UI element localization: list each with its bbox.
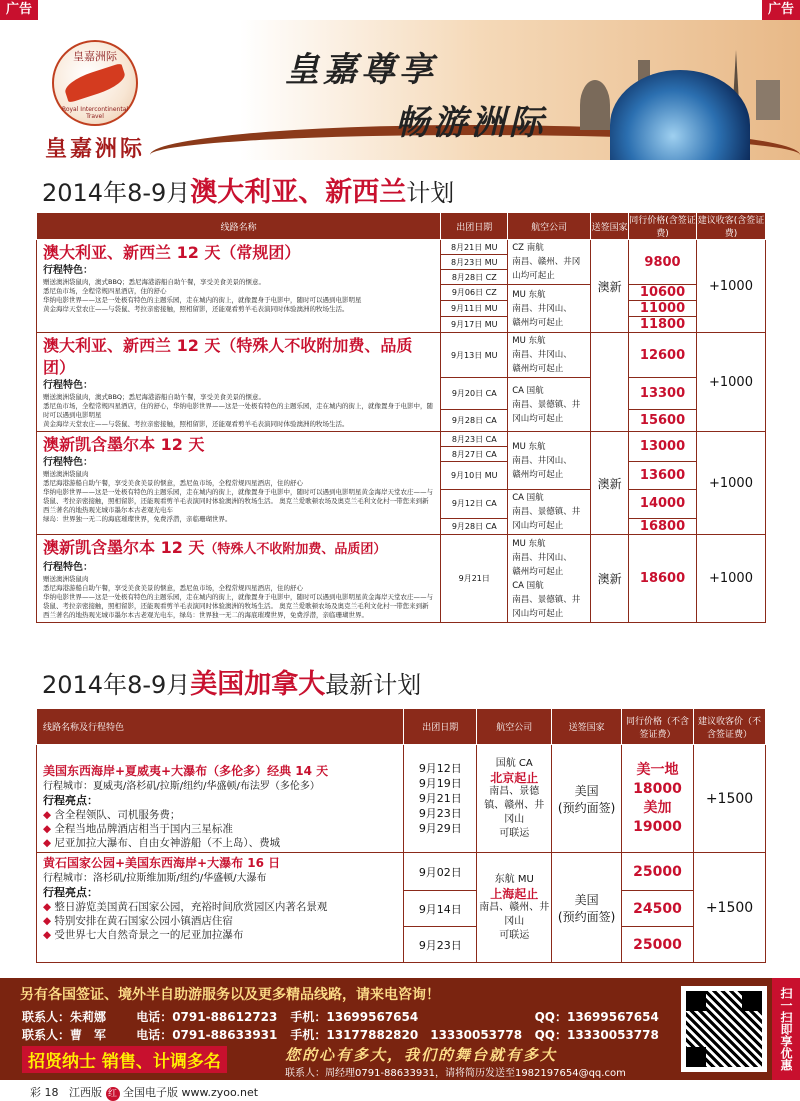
table-row: 黄石国家公园+美国东西海岸+大瀑布 16 日 行程城市：洛杉矶/拉斯维加斯/纽约/华盛顿/大瀑布 行程亮点： ◆ 整日游览美国黄石国家公园，充裕时间欣赏园区内著名景观 ◆ 特别安排在黄石国家公园小镇酒店住宿 ◆ 受世界七大自然奇景之一的尼亚加拉瀑布 9月02日 东航 MU 上海起止 南昌、赣州、井 冈山 可联运 美国 (预约面签) 25000 +1500 [37, 853, 766, 891]
usa-table: 线路名称及行程特色 出团日期 航空公司 送签国家 同行价格（不含签证费） 建议收客价（不含签证费） 美国东西海岸+夏威夷+大瀑布（多伦多）经典 14 天 行程城市：夏威夷/洛杉矶/拉斯/纽约/华盛顿/布法罗（多伦多） 行程亮点： ◆ 含全程领队、司机服务费； ◆ 全程当地品牌酒店相当于国内三星标准 ◆ 尼亚加拉大瀑布、自由女神游船（不上岛）、费城 9月12日 9月19日 9月21日 9月23日 9月29日 国航 CA 北京起止 南昌、景德 镇、赣州、井 冈山 可联运 美国 (预约面签) 美一地 18000 美加 19000 +1500 黄石国家公园+美国东西海岸+大瀑布 16 日 行程城市：洛杉矶/拉斯维加斯/纽约/华盛顿/大瀑布 行程亮点： ◆ 整日游览美国黄石国家公园，充裕时间欣赏园区内著名景观 ◆ 特别安排在黄石国家公园小镇酒店住宿 ◆ 受世界七大自然奇景之一的尼亚加拉瀑布 9月02日 东航 MU 上海起止 南昌、赣州、井 冈山 可联运 美国 (预约面签) 25000 +1500 9月14日 24500 9月23日 25000 [36, 708, 766, 963]
feature-item: 华纳电影世界——这是一处极有特色的主题乐园，走在城内的街上，就像置身于电影中，随时可以遇到电影明星黄金海岸天堂农庄——与袋鼠、考拉亲密接触，照相留影，还能观看剪羊毛表演同时体验澳洲的牧场生活。 奥克兰爱歌顿农场及奥克兰毛利文化村一带您来到新西兰著名的地热观光城市墨尔本古老观光电车 [43, 488, 433, 514]
qr-code-icon [686, 991, 762, 1067]
australia-table: 线路名称 出团日期 航空公司 送签国家 同行价格(含签证费) 建议收客(含签证费) 澳大利亚、新西兰 12 天（常规团） 行程特色： 赠送澳洲袋鼠肉，澳式BBQ；悉尼海港游船自助午餐，享受美食美景的惬意。 悉尼鱼市场，全程常规四星酒店，住的舒心 华纳电影世界——这是一处极有特色的主题乐园，走在城内的街上，就像置身于电影中，随时可以遇到电影明星 黄金海岸天堂农庄——与袋鼠、考拉亲密接触，照相留影，还能观看剪羊毛表演同时体验澳洲的牧场生活。 8月21日 MU CZ 南航 南昌、赣州、井冈 山均可起止 澳新 9800 +1000 8月23日 MU 8月28日 CZ 9月06日 CZ MU 东航 南昌、井冈山、 赣州均可起止 10600 9月11日 MU 11000 9月17日 MU 11800 澳大利亚、新西兰 12 天（特殊人不收附加费、品质团） 行程特色： 赠送澳洲袋鼠肉，澳式BBQ；悉尼海港游船自助午餐，享受美食美景的惬意。 悉尼鱼市场，全程常规四星酒店，住的舒心，华纳电影世界——这是一处极有特色的主题乐园，走在城内的街上，就像置身于电影中，随时可以遇到电影明星 黄金海岸天堂农庄——与袋鼠、考拉亲密接触，照相留影，还能观看剪羊毛表演同时体验澳洲的牧场生活。 9月13日 MU MU 东航 南昌、井冈山、 赣州均可起止 12600 +1000 9月20日 CA CA 国航 南昌、景德镇、井 冈山均可起止 13300 9月28日 CA 15600 澳新凯含墨尔本 12 天 行程特色： 赠送澳洲袋鼠肉 悉尼海港游船自助午餐，享受美食美景的惬意，悉尼鱼市场，全程常规四星酒店，住的舒心 华纳电影世界——这是一处极有特色的主题乐园，走在城内的街上，就像置身于电影中，随时可以遇到电影明星黄金海岸天堂农庄——与袋鼠、考拉亲密接触，照相留影，还能观看剪羊毛表演同时体验澳洲的牧场生活。 奥克兰爱歌顿农场及奥克兰毛利文化村一带您来到新西兰著名的地热观光城市墨尔本古老观光电车 绿岛：世界独一无二的海底璀璨世界，免费浮潜，亲临珊瑚世界。 8月23日 CA MU 东航 南昌、井冈山、 赣州均可起止 澳新 13000 +1000 8月27日 CA 9月10日 MU 13600 9月12日 CA CA 国航 南昌、景德镇、井 冈山均可起止 14000 9月28日 CA 16800 澳新凯含墨尔本 12 天（特殊人不收附加费、品质团） 行程特色： 赠送澳洲袋鼠肉 悉尼海港游船自助午餐，享受美食美景的惬意，悉尼鱼市场，全程常规四星酒店，住的舒心 华纳电影世界——这是一处极有特色的主题乐园，走在城内的街上，就像置身于电影中，随时可以遇到电影明星黄金海岸天堂农庄——与袋鼠、考拉亲密接触，照相留影，还能观看剪羊毛表演同时体验澳洲的牧场生活。 奥克兰爱歌顿农场及奥克兰毛利文化村一带您来到新西兰著名的地热观光城市墨尔本古老观光电车，绿岛：世界独一无二的海底璀璨世界，免费浮潜，亲临珊瑚世界。 9月21日 MU 东航 南昌、井冈山、 赣州均可起止 CA 国航 南昌、景德镇、井 冈山均可起止 澳新 18600 +1000 [36, 212, 766, 623]
route-cell: 澳新凯含墨尔本 12 天（特殊人不收附加费、品质团） 行程特色： 赠送澳洲袋鼠肉 悉尼海港游船自助午餐，享受美食美景的惬意，悉尼鱼市场，全程常规四星酒店，住的舒心 华纳电影世界——这是一处极有特色的主题乐园，走在城内的街上，就像置身于电影中，随时可以遇到电影明星黄金海岸天堂农庄——与袋鼠、考拉亲密接触，照相留影，还能观看剪羊毛表演同时体验澳洲的牧场生活。 奥克兰爱歌顿农场及奥克兰毛利文化村一带您来到新西兰著名的地热观光城市墨尔本古老观光电车，绿岛：世界独一无二的海底璀璨世界，免费浮潜，亲临珊瑚世界。 [37, 535, 441, 623]
feature-item: 华纳电影世界——这是一处极有特色的主题乐园，走在城内的街上，就像置身于电影中，随时可以遇到电影明星 [43, 296, 362, 304]
logo-emblem: 皇嘉洲际 Royal Intercontinental Travel [52, 40, 138, 126]
highlight-item: ◆ 含全程领队、司机服务费； [43, 809, 181, 821]
highlight-item: ◆ 尼亚加拉大瀑布、自由女神游船（不上岛）、费城 [43, 837, 281, 849]
footer [0, 978, 800, 1080]
route-cell: 澳大利亚、新西兰 12 天（特殊人不收附加费、品质团） 行程特色： 赠送澳洲袋鼠肉，澳式BBQ；悉尼海港游船自助午餐，享受美食美景的惬意。 悉尼鱼市场，全程常规四星酒店，住的舒心，华纳电影世界——这是一处极有特色的主题乐园，走在城内的街上，就像置身于电影中，随时可以遇到电影明星 黄金海岸天堂农庄——与袋鼠、考拉亲密接触，照相留影，还能观看剪羊毛表演同时体验澳洲的牧场生活。 [37, 333, 441, 432]
section-title-australia: 2014年8-9月澳大利亚、新西兰计划 [42, 177, 455, 208]
footer-headline: 另有各国签证、境外半自助游服务以及更多精品线路，请来电咨询！ [20, 987, 440, 1003]
plane-icon [62, 63, 128, 103]
feature-item: 赠送澳洲袋鼠肉 [43, 470, 89, 478]
feature-item: 赠送澳洲袋鼠肉，澳式BBQ；悉尼海港游船自助午餐，享受美食美景的惬意。 [43, 393, 266, 401]
table-row: 澳大利亚、新西兰 12 天（常规团） 行程特色： 赠送澳洲袋鼠肉，澳式BBQ；悉尼海港游船自助午餐，享受美食美景的惬意。 悉尼鱼市场，全程常规四星酒店，住的舒心 华纳电影世界——这是一处极有特色的主题乐园，走在城内的街上，就像置身于电影中，随时可以遇到电影明星 黄金海岸天堂农庄——与袋鼠、考拉亲密接触，照相留影，还能观看剪羊毛表演同时体验澳洲的牧场生活。 8月21日 MU CZ 南航 南昌、赣州、井冈 山均可起止 澳新 9800 +1000 [37, 240, 766, 255]
table-row: 澳新凯含墨尔本 12 天 行程特色： 赠送澳洲袋鼠肉 悉尼海港游船自助午餐，享受美食美景的惬意，悉尼鱼市场，全程常规四星酒店，住的舒心 华纳电影世界——这是一处极有特色的主题乐园，走在城内的街上，就像置身于电影中，随时可以遇到电影明星黄金海岸天堂农庄——与袋鼠、考拉亲密接触，照相留影，还能观看剪羊毛表演同时体验澳洲的牧场生活。 奥克兰爱歌顿农场及奥克兰毛利文化村一带您来到新西兰著名的地热观光城市墨尔本古老观光电车 绿岛：世界独一无二的海底璀璨世界，免费浮潜，亲临珊瑚世界。 8月23日 CA MU 东航 南昌、井冈山、 赣州均可起止 澳新 13000 +1000 [37, 432, 766, 447]
feature-item: 悉尼鱼市场，全程常规四星酒店，住的舒心 [43, 287, 167, 295]
feature-item: 华纳电影世界——这是一处极有特色的主题乐园，走在城内的街上，就像置身于电影中，随时可以遇到电影明星黄金海岸天堂农庄——与袋鼠、考拉亲密接触，照相留影，还能观看剪羊毛表演同时体验澳洲的牧场生活。 奥克兰爱歌顿农场及奥克兰毛利文化村一带您来到新西兰著名的地热观光城市墨尔本古老观光电车，绿岛：世界独一无二的海底璀璨世界，免费浮潜，亲临珊瑚世界。 [43, 593, 433, 619]
contact-row: 联系人：曹 军 电话：0791-88633931 手机：13177882820 13330053778 QQ：13330053778 [22, 1028, 659, 1042]
contact-row: 联系人：朱莉娜 电话：0791-88612723 手机：13699567654 QQ：13699567654 [22, 1010, 659, 1024]
landmark-dome-icon [580, 80, 610, 130]
table-header: 线路名称及行程特色 出团日期 航空公司 送签国家 同行价格（不含签证费） 建议收客价（不含签证费） [37, 709, 766, 745]
route-cell: 澳新凯含墨尔本 12 天 行程特色： 赠送澳洲袋鼠肉 悉尼海港游船自助午餐，享受美食美景的惬意，悉尼鱼市场，全程常规四星酒店，住的舒心 华纳电影世界——这是一处极有特色的主题乐园，走在城内的街上，就像置身于电影中，随时可以遇到电影明星黄金海岸天堂农庄——与袋鼠、考拉亲密接触，照相留影，还能观看剪羊毛表演同时体验澳洲的牧场生活。 奥克兰爱歌顿农场及奥克兰毛利文化村一带您来到新西兰著名的地热观光城市墨尔本古老观光电车 绿岛：世界独一无二的海底璀璨世界，免费浮潜，亲临珊瑚世界。 [37, 432, 441, 535]
banner [0, 20, 800, 160]
feature-item: 悉尼海港游船自助午餐，享受美食美景的惬意，悉尼鱼市场，全程常规四星酒店，住的舒心 [43, 479, 303, 487]
feature-item: 绿岛：世界独一无二的海底璀璨世界，免费浮潜，亲临珊瑚世界。 [43, 515, 232, 523]
feature-item: 赠送澳洲袋鼠肉，澳式BBQ；悉尼海港游船自助午餐，享受美食美景的惬意。 [43, 278, 266, 286]
recruit-contact: 联系人：周经理0791-88633931，请将简历发送至1982197654@qq.com [285, 1068, 626, 1079]
ad-label-left: 广告 [0, 0, 38, 20]
motto: 您的心有多大，我们的舞台就有多大 [285, 1046, 558, 1064]
feature-item: 悉尼海港游船自助午餐，享受美食美景的惬意，悉尼鱼市场，全程常规四星酒店，住的舒心 [43, 584, 303, 592]
table-row: 澳大利亚、新西兰 12 天（特殊人不收附加费、品质团） 行程特色： 赠送澳洲袋鼠肉，澳式BBQ；悉尼海港游船自助午餐，享受美食美景的惬意。 悉尼鱼市场，全程常规四星酒店，住的舒心，华纳电影世界——这是一处极有特色的主题乐园，走在城内的街上，就像置身于电影中，随时可以遇到电影明星 黄金海岸天堂农庄——与袋鼠、考拉亲密接触，照相留影，还能观看剪羊毛表演同时体验澳洲的牧场生活。 9月13日 MU MU 东航 南昌、井冈山、 赣州均可起止 12600 +1000 [37, 333, 766, 378]
brand-name: 皇嘉洲际 [44, 136, 145, 160]
slogan: 皇嘉尊享 畅游洲际 [285, 50, 547, 143]
highlight-item: ◆ 整日游览美国黄石国家公园，充裕时间欣赏园区内著名景观 [43, 901, 328, 913]
route-cell: 澳大利亚、新西兰 12 天（常规团） 行程特色： 赠送澳洲袋鼠肉，澳式BBQ；悉尼海港游船自助午餐，享受美食美景的惬意。 悉尼鱼市场，全程常规四星酒店，住的舒心 华纳电影世界——这是一处极有特色的主题乐园，走在城内的街上，就像置身于电影中，随时可以遇到电影明星 黄金海岸天堂农庄——与袋鼠、考拉亲密接触，照相留影，还能观看剪羊毛表演同时体验澳洲的牧场生活。 [37, 240, 441, 333]
brand-logo [30, 40, 160, 160]
landmark-building-icon [756, 80, 780, 120]
section-title-usa: 2014年8-9月美国加拿大最新计划 [42, 669, 422, 700]
table-row: 美国东西海岸+夏威夷+大瀑布（多伦多）经典 14 天 行程城市：夏威夷/洛杉矶/拉斯/纽约/华盛顿/布法罗（多伦多） 行程亮点： ◆ 含全程领队、司机服务费； ◆ 全程当地品牌酒店相当于国内三星标准 ◆ 尼亚加拉大瀑布、自由女神游船（不上岛）、费城 9月12日 9月19日 9月21日 9月23日 9月29日 国航 CA 北京起止 南昌、景德 镇、赣州、井 冈山 可联运 美国 (预约面签) 美一地 18000 美加 19000 +1500 [37, 745, 766, 853]
scan-label: 扫一扫即享优惠 [772, 978, 800, 1080]
route-cell: 美国东西海岸+夏威夷+大瀑布（多伦多）经典 14 天 行程城市：夏威夷/洛杉矶/拉斯/纽约/华盛顿/布法罗（多伦多） 行程亮点： ◆ 含全程领队、司机服务费； ◆ 全程当地品牌酒店相当于国内三星标准 ◆ 尼亚加拉大瀑布、自由女神游船（不上岛）、费城 [37, 745, 404, 853]
highlight-item: ◆ 全程当地品牌酒店相当于国内三星标准 [43, 823, 233, 835]
recruit-banner: 招贤纳士 销售、计调多名 [22, 1046, 227, 1073]
route-cell: 黄石国家公园+美国东西海岸+大瀑布 16 日 行程城市：洛杉矶/拉斯维加斯/纽约/华盛顿/大瀑布 行程亮点： ◆ 整日游览美国黄石国家公园，充裕时间欣赏园区内著名景观 ◆ 特别安排在黄石国家公园小镇酒店住宿 ◆ 受世界七大自然奇景之一的尼亚加拉瀑布 [37, 853, 404, 963]
ad-label-right: 广告 [762, 0, 800, 20]
table-header: 线路名称 出团日期 航空公司 送签国家 同行价格(含签证费) 建议收客(含签证费) [37, 213, 766, 240]
edition-badge: 红 [106, 1087, 120, 1101]
highlight-item: ◆ 特别安排在黄石国家公园小镇酒店住宿 [43, 915, 233, 927]
table-row: 澳新凯含墨尔本 12 天（特殊人不收附加费、品质团） 行程特色： 赠送澳洲袋鼠肉 悉尼海港游船自助午餐，享受美食美景的惬意，悉尼鱼市场，全程常规四星酒店，住的舒心 华纳电影世界——这是一处极有特色的主题乐园，走在城内的街上，就像置身于电影中，随时可以遇到电影明星黄金海岸天堂农庄——与袋鼠、考拉亲密接触，照相留影，还能观看剪羊毛表演同时体验澳洲的牧场生活。 奥克兰爱歌顿农场及奥克兰毛利文化村一带您来到新西兰著名的地热观光城市墨尔本古老观光电车，绿岛：世界独一无二的海底璀璨世界，免费浮潜，亲临珊瑚世界。 9月21日 MU 东航 南昌、井冈山、 赣州均可起止 CA 国航 南昌、景德镇、井 冈山均可起止 澳新 18600 +1000 [37, 535, 766, 623]
globe-icon [610, 70, 750, 160]
feature-item: 悉尼鱼市场，全程常规四星酒店，住的舒心，华纳电影世界——这是一处极有特色的主题乐园，走在城内的街上，就像置身于电影中，随时可以遇到电影明星 [43, 402, 433, 419]
page-footer: 彩 18 江西版 红 全国电子版 www.zyoo.net [30, 1086, 259, 1099]
feature-item: 黄金海岸天堂农庄——与袋鼠、考拉亲密接触，照相留影，还能观看剪羊毛表演同时体验澳洲的牧场生活。 [43, 305, 349, 313]
feature-item: 赠送澳洲袋鼠肉 [43, 575, 89, 583]
qr-code[interactable] [681, 986, 767, 1072]
highlight-item: ◆ 受世界七大自然奇景之一的尼亚加拉瀑布 [43, 929, 244, 941]
feature-item: 黄金海岸天堂农庄——与袋鼠、考拉亲密接触，照相留影，还能观看剪羊毛表演同时体验澳洲的牧场生活。 [43, 420, 349, 428]
